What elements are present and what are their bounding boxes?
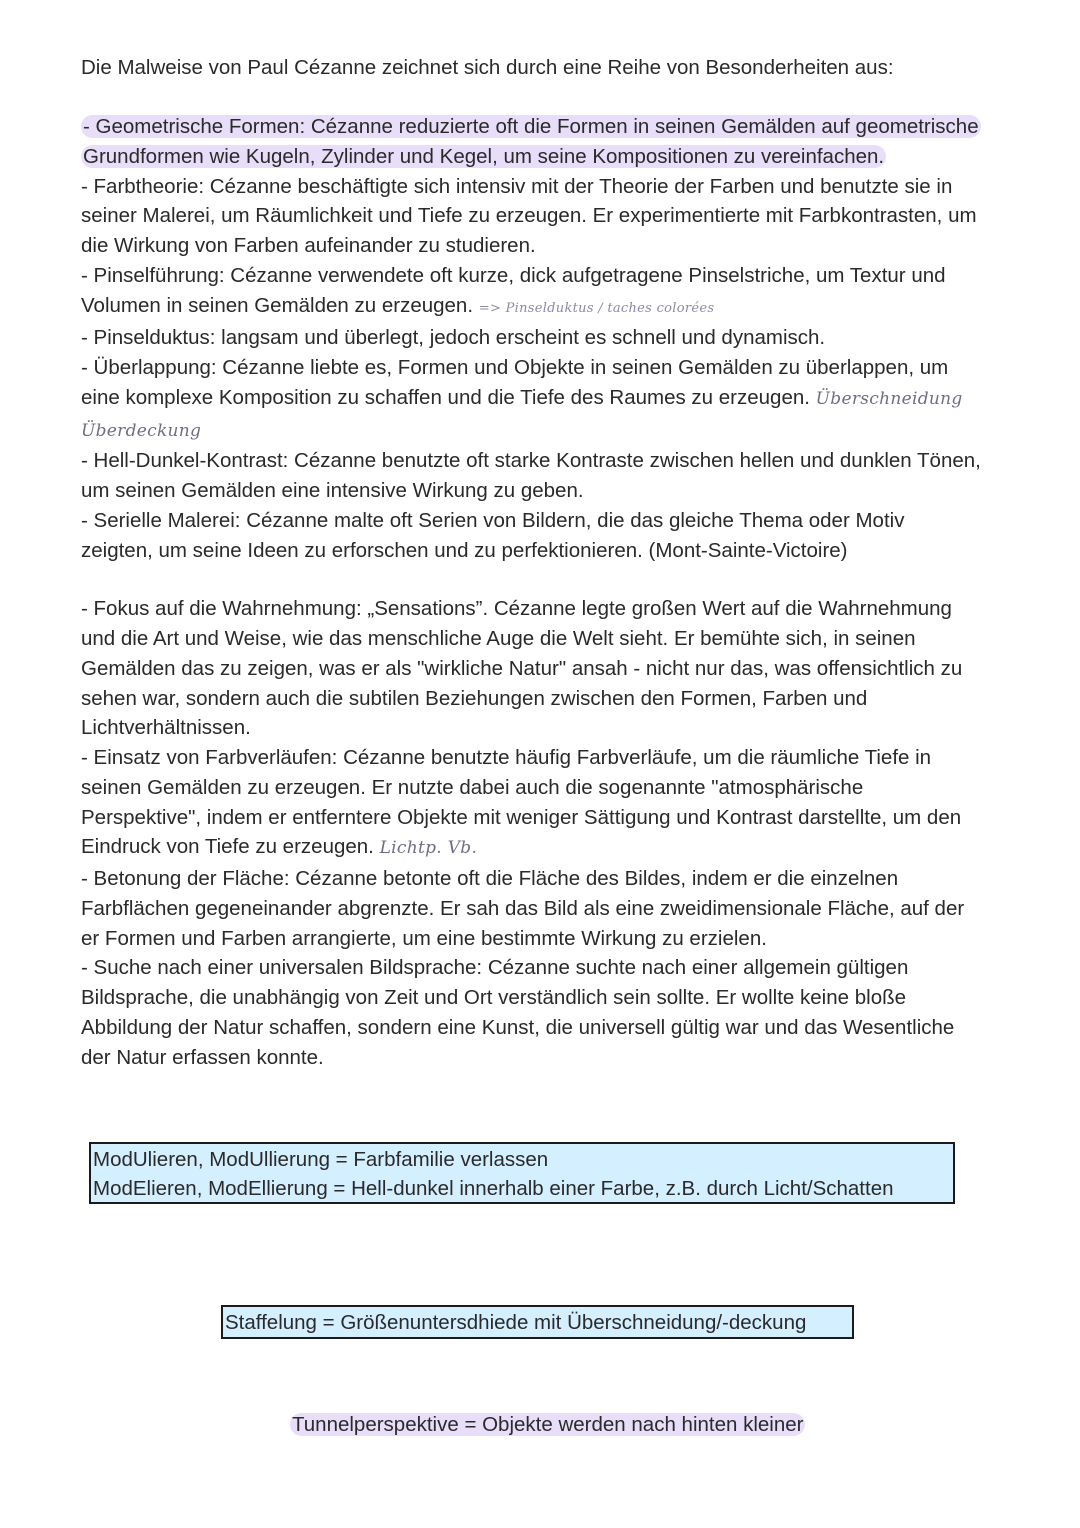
serielle-malerei: - Serielle Malerei: Cézanne malte oft Serien von Bildern, die das gleiche Thema oder Motiv zeigten, um seine Ideen zu erforschen und zu perfektionieren. (Mont-Sainte-Victoire) — [81, 508, 905, 562]
betonung-flaeche: - Betonung der Fläche: Cézanne betonte oft die Fläche des Bildes, indem er die einzelnen Farbflächen gegeneinander abgrenzte. Er sah das Bild als eine zweidimensionale Fläche, auf der er Formen und Farben arrangierte, um eine bestimmte Wirkung zu erzielen. — [81, 867, 965, 950]
tunnelperspektive-highlight: Tunnelperspektive = Objekte werden nach hinten kleiner — [292, 1413, 804, 1436]
handwritten-note-lichtp: Lichtp. Vb. — [379, 838, 478, 859]
hell-dunkel-kontrast: - Hell-Dunkel-Kontrast: Cézanne benutzte oft starke Kontraste zwischen hellen und dunklen Tönen, um seinen Gemälden eine intensive Wirkung zu geben. — [81, 449, 981, 502]
fokus-wahrnehmung: - Fokus auf die Wahrnehmung: „Sensations”. Cézanne legte großen Wert auf die Wahrnehmung und die Art und Weise, wie das menschliche Auge die Welt sieht. Er bemühte sich, in seinen Gemälden das zu zeigen, was er als "wirkliche Natur" ansah - nicht nur das, was offensichtlich zu sehen war, sondern auch die subtilen Beziehungen zwischen den Formen, Farben und Lichtverhältnissen. — [81, 597, 963, 740]
pinselduktus: - Pinselduktus: langsam und überlegt, jedoch erscheint es schnell und dynamisch. — [81, 326, 826, 350]
paragraph-2 — [81, 594, 981, 1072]
geometrische-formen: - Geometrische Formen: Cézanne reduzierte oft die Formen in seinen Gemälden auf geometrische Grundformen wie Kugeln, Zylinder und Kegel, um seine Kompositionen zu vereinfachen. — [83, 115, 979, 168]
farbtheorie: - Farbtheorie: Cézanne beschäftigte sich intensiv mit der Theorie der Farben und benutzte sie in seiner Malerei, um Räumlichkeit und Tiefe zu erzeugen. Er experimentierte mit Farbkontrasten, um die Wirkung von Farben aufeinander zu studieren. — [81, 174, 977, 257]
universale-bildsprache: - Suche nach einer universalen Bildsprache: Cézanne suchte nach einer allgemein gültigen Bildsprache, die unabhängig von Zeit und Ort verständlich sein sollte. Er wollte keine bloße Abbildung der Natur schaffen, sondern eine Kunst, die universell gültig war und das Wesentliche der Natur erfassen konnte. — [81, 956, 955, 1069]
modulieren-line: ModUlieren, ModUllierung = Farbfamilie verlassen — [93, 1148, 549, 1171]
handwritten-note-ueberschneidung: Überschneidung Überdeckung — [81, 388, 963, 441]
modellieren-line: ModElieren, ModEllierung = Hell-dunkel innerhalb einer Farbe, z.B. durch Licht/Schatten — [93, 1177, 894, 1200]
intro-text: Die Malweise von Paul Cézanne zeichnet sich durch eine Reihe von Besonderheiten aus: — [81, 56, 894, 79]
pinselfuehrung: - Pinselführung: Cézanne verwendete oft kurze, dick aufgetragene Pinselstriche, um Textur und Volumen in seinen Gemälden zu erzeugen. — [81, 263, 946, 317]
farbverlaeufe: - Einsatz von Farbverläufen: Cézanne benutzte häufig Farbverläufe, um die räumliche Tiefe in seinen Gemälden zu erzeugen. Er nutzte dabei auch die sogenannte "atmosphärische Perspektive", indem er entferntere Objekte mit weniger Sättigung und Kontrast darstellte, um den Eindruck von Tiefe zu erzeugen. — [81, 746, 962, 859]
staffelung-box: Staffelung = Größenuntersdhiede mit Überschneidung/-deckung — [221, 1305, 854, 1339]
modulieren-modellieren-box — [89, 1142, 955, 1204]
tunnelperspektive-text — [290, 1410, 805, 1440]
notes-page — [81, 53, 981, 1072]
handwritten-note-pinselduktus: => Pinselduktus / taches colorées — [478, 300, 715, 316]
ueberlappung: - Überlappung: Cézanne liebte es, Formen und Objekte in seinen Gemälden zu überlappen, um eine komplexe Komposition zu schaffen und die Tiefe des Raumes zu erzeugen. — [81, 356, 949, 409]
paragraph-1 — [81, 112, 981, 565]
